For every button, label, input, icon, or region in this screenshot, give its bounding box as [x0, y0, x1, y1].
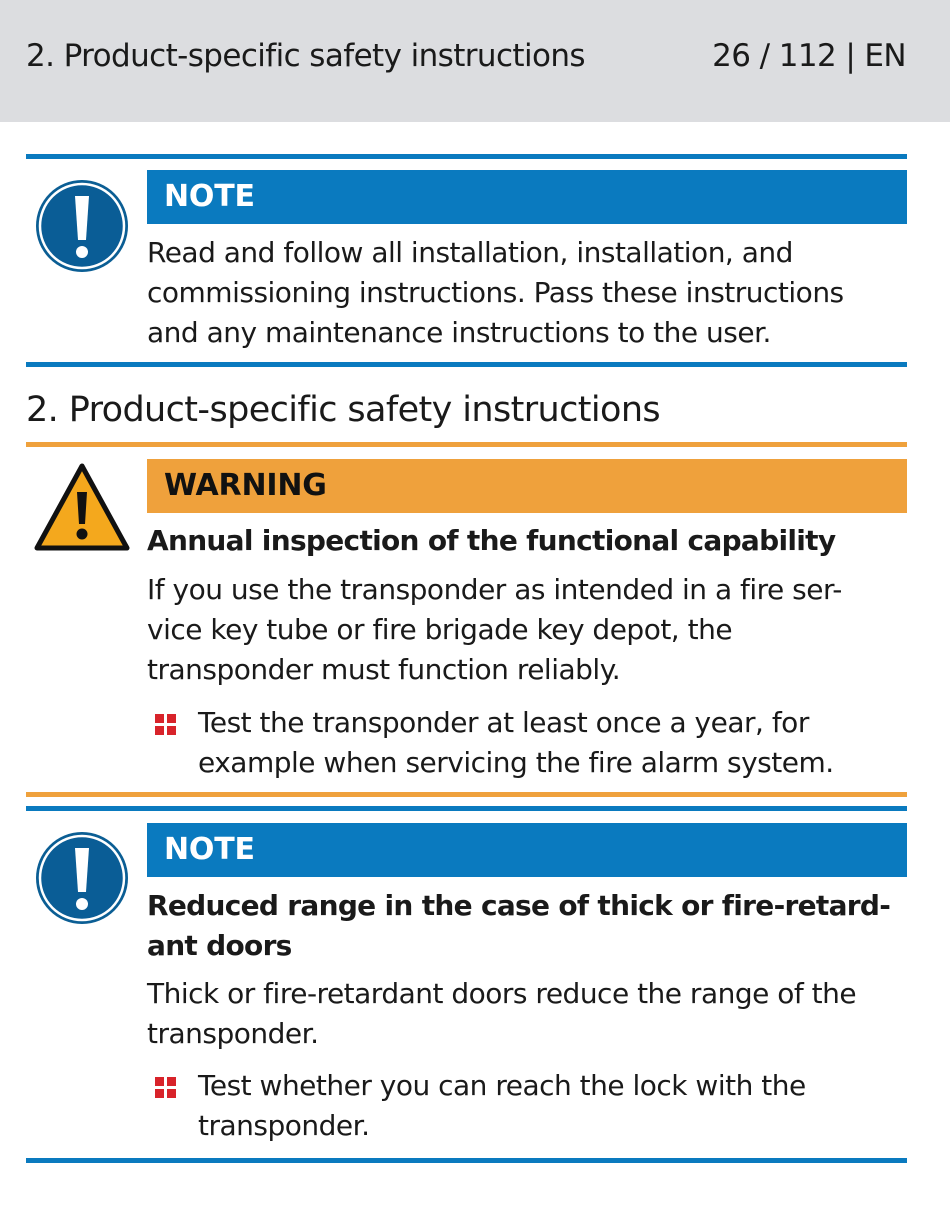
warning-top-rule: [26, 442, 907, 447]
red-square-bullet-icon: [155, 714, 176, 735]
note2-body: [147, 974, 912, 1054]
text-line: ant doors: [147, 929, 292, 962]
exclamation-circle-icon: [34, 830, 130, 926]
note2-label: NOTE: [147, 823, 907, 877]
note1-bottom-rule: [26, 362, 907, 367]
note2-bottom-rule: [26, 1158, 907, 1163]
section-heading: 2. Product-specific safety instructions: [26, 390, 661, 430]
text-line: vice key tube or fire brigade key depot, the: [147, 613, 733, 646]
exclamation-circle-icon: [34, 178, 130, 274]
warning-label: WARNING: [147, 459, 907, 513]
text-line: transponder must function reliably.: [147, 653, 621, 686]
text-line: Thick or fire-retardant doors reduce the range of the: [147, 977, 857, 1010]
warning-title: Annual inspection of the functional capability: [147, 524, 836, 557]
note1-body: [147, 233, 912, 353]
text-line: example when servicing the fire alarm system.: [198, 746, 834, 779]
text-line: If you use the transponder as intended in a fire ser-: [147, 573, 842, 606]
text-line: commissioning instructions. Pass these instructions: [147, 276, 844, 309]
note1-label: NOTE: [147, 170, 907, 224]
note2-title: [147, 886, 912, 966]
text-line: transponder.: [198, 1109, 370, 1142]
note2-top-rule: [26, 806, 907, 811]
text-line: Reduced range in the case of thick or fire-retard-: [147, 889, 891, 922]
page-number: 26 / 112 | EN: [712, 38, 906, 74]
warning-triangle-icon: [34, 462, 130, 552]
bullet-text: [198, 703, 912, 783]
text-line: Test the transponder at least once a year, for: [198, 706, 809, 739]
warning-body: [147, 570, 912, 690]
text-line: and any maintenance instructions to the user.: [147, 316, 771, 349]
header-title: 2. Product-specific safety instructions: [26, 38, 585, 74]
note1-top-rule: [26, 154, 907, 159]
red-square-bullet-icon: [155, 1077, 176, 1098]
bullet-text: [198, 1066, 912, 1146]
warning-bottom-rule: [26, 792, 907, 797]
page-header: [0, 0, 950, 122]
text-line: Read and follow all installation, installation, and: [147, 236, 793, 269]
text-line: transponder.: [147, 1017, 319, 1050]
text-line: Test whether you can reach the lock with the: [198, 1069, 806, 1102]
